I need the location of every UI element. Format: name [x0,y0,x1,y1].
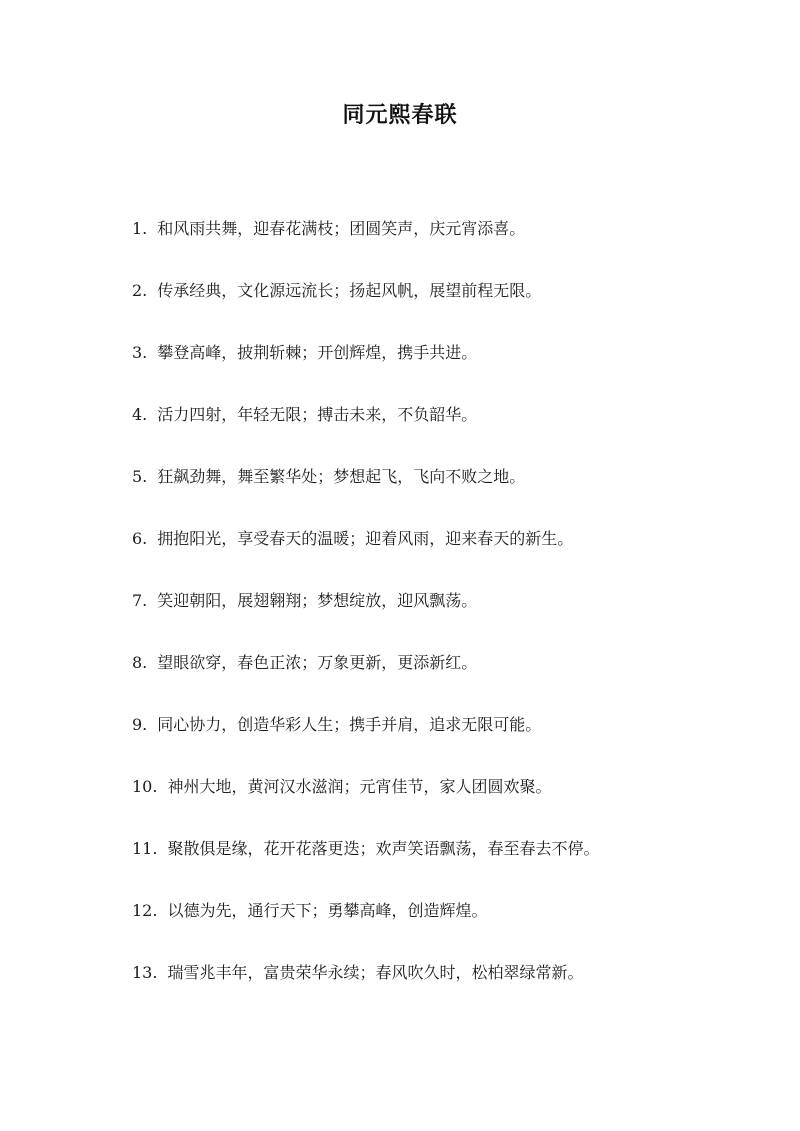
item-text: 瑞雪兆丰年，富贵荣华永续；春风吹久时，松柏翠绿常新。 [167,963,584,982]
list-item [132,837,752,899]
list-item [132,465,752,527]
item-number: 11. [132,839,158,858]
item-text: 望眼欲穿，春色正浓；万象更新，更添新红。 [157,653,478,672]
page-title: 同元熙春联 [342,102,458,128]
list-item [132,899,752,961]
list-item [132,589,752,651]
item-number: 5. [132,467,148,486]
list-item [132,527,752,589]
list-item [132,403,752,465]
item-text: 活力四射，年轻无限；搏击未来，不负韶华。 [157,405,478,424]
item-number: 2. [132,281,148,300]
item-number: 12. [132,901,158,920]
item-text: 笑迎朝阳，展翅翱翔；梦想绽放，迎风飘荡。 [157,591,478,610]
list-item [132,961,752,1023]
list-item [132,217,752,279]
item-text: 同心协力，创造华彩人生；携手并肩，追求无限可能。 [157,715,542,734]
item-number: 7. [132,591,148,610]
item-text: 攀登高峰，披荆斩棘；开创辉煌，携手共进。 [157,343,478,362]
item-text: 聚散俱是缘，花开花落更迭；欢声笑语飘荡，春至春去不停。 [167,839,600,858]
item-number: 10. [132,777,158,796]
item-number: 1. [132,219,148,238]
item-number: 8. [132,653,148,672]
list-item [132,341,752,403]
item-text: 以德为先，通行天下；勇攀高峰，创造辉煌。 [167,901,488,920]
item-number: 4. [132,405,148,424]
item-number: 13. [132,963,158,982]
list-item [132,279,752,341]
item-text: 传承经典，文化源远流长；扬起风帆，展望前程无限。 [157,281,542,300]
item-number: 6. [132,529,148,548]
list-item [132,713,752,775]
couplet-list [132,217,752,1023]
item-number: 9. [132,715,148,734]
list-item [132,651,752,713]
item-text: 神州大地，黄河汉水滋润；元宵佳节，家人团圆欢聚。 [167,777,552,796]
list-item [132,775,752,837]
item-number: 3. [132,343,148,362]
item-text: 狂飙劲舞，舞至繁华处；梦想起飞，飞向不败之地。 [157,467,526,486]
item-text: 拥抱阳光，享受春天的温暖；迎着风雨，迎来春天的新生。 [157,529,574,548]
item-text: 和风雨共舞，迎春花满枝；团圆笑声，庆元宵添喜。 [157,219,526,238]
